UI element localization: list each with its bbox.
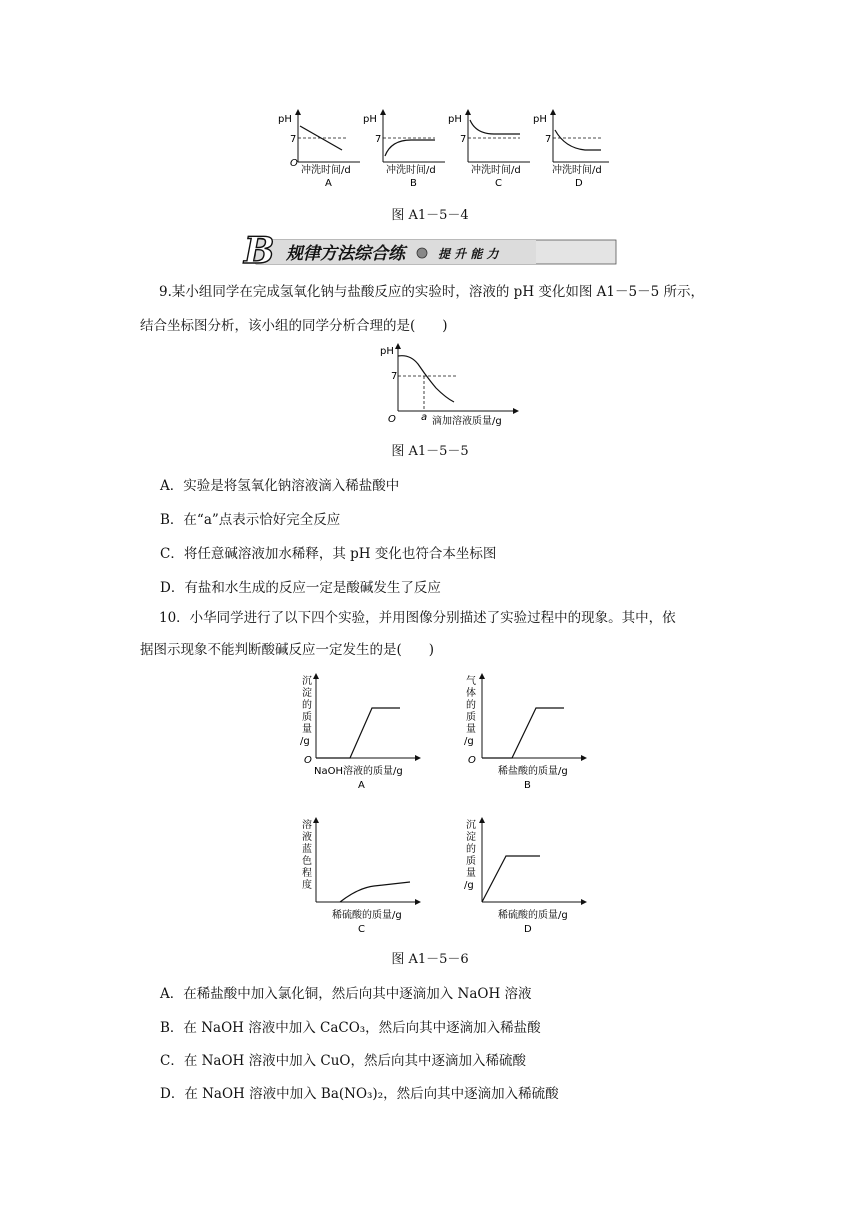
question-10-option-c[interactable]: C．在 NaOH 溶液中加入 CuO，然后向其中逐滴加入稀硫酸 [160, 1053, 526, 1069]
y-axis-label: pH [380, 346, 394, 357]
y-axis-char: 气 [466, 676, 476, 687]
panel-letter: D [575, 178, 583, 189]
tick-7-label: 7 [375, 134, 382, 145]
curve [482, 856, 540, 902]
origin-label: O [290, 158, 298, 169]
graph-a1-5-6-b [464, 675, 584, 791]
tick-7-label: 7 [290, 134, 297, 145]
question-10-option-d[interactable]: D．在 NaOH 溶液中加入 Ba(NO₃)₂，然后向其中逐滴加入稀硫酸 [160, 1086, 559, 1102]
banner-dot-icon [417, 248, 427, 258]
x-axis-label: 稀盐酸的质量/g [498, 766, 568, 777]
y-axis-char: 的 [466, 700, 476, 711]
origin-label: O [388, 414, 396, 425]
y-axis-char: 色 [302, 856, 312, 867]
origin-label: O [468, 755, 476, 766]
question-9-line-1: 9.某小组同学在完成氢氧化钠与盐酸反应的实验时，溶液的 pH 变化如图 A1－5－5 所示， [159, 284, 704, 300]
graph-a1-5-6-c [302, 818, 418, 935]
y-axis-char: 量 [302, 724, 312, 735]
figure-caption-a1-5-5: 图 A1－5－5 [391, 444, 469, 459]
x-axis-label: 滴加溶液质量/g [432, 416, 502, 427]
y-axis-char: 蓝 [302, 844, 312, 855]
x-axis-label: NaOH溶液的质量/g [314, 766, 403, 777]
x-axis-label: 冲洗时间/d [386, 165, 436, 176]
figure-caption-a1-5-4: 图 A1－5－4 [391, 208, 469, 223]
question-9-option-d[interactable]: D．有盐和水生成的反应一定是酸碱发生了反应 [160, 580, 441, 596]
y-axis-char: 量 [466, 724, 476, 735]
curve [555, 130, 601, 150]
panel-letter: A [325, 178, 332, 189]
y-axis-char: 度 [302, 880, 312, 891]
figure-caption-a1-5-6: 图 A1－5－6 [391, 952, 469, 967]
y-axis-char: 程 [302, 868, 312, 879]
y-axis-char: 溶 [302, 820, 312, 831]
panel-letter: C [495, 178, 502, 189]
y-axis-char: 淀 [302, 688, 312, 699]
question-9-option-b[interactable]: B．在“a”点表示恰好完全反应 [160, 512, 341, 528]
x-axis-label: 冲洗时间/d [552, 165, 602, 176]
y-axis-char: /g [464, 736, 474, 747]
origin-label: O [304, 755, 312, 766]
y-axis-label: pH [363, 114, 377, 125]
banner-letter: B [244, 230, 275, 268]
question-9-text [140, 276, 740, 308]
question-10-option-a[interactable]: A．在稀盐酸中加入氯化铜，然后向其中逐滴加入 NaOH 溶液 [160, 986, 532, 1002]
curve [470, 120, 520, 134]
y-axis-char: 淀 [466, 832, 476, 843]
y-axis-char: 液 [302, 832, 312, 843]
question-9-option-a[interactable]: A．实验是将氢氧化钠溶液滴入稀盐酸中 [160, 478, 400, 494]
graph-a1-5-6-d [464, 819, 584, 935]
curve [316, 708, 400, 758]
y-axis-char: 沉 [466, 820, 476, 831]
graph-a1-5-4-c [448, 112, 530, 189]
y-axis-label: pH [278, 114, 292, 125]
y-axis-char: 质 [466, 712, 476, 723]
graph-a1-5-6-a [300, 675, 418, 791]
curve [482, 708, 564, 758]
ph-curve [398, 356, 454, 402]
question-10-line-1: 10．小华同学进行了以下四个实验，并用图像分别描述了实验过程中的现象。其中，依 [159, 610, 676, 626]
question-10-line-2: 据图示现象不能判断酸碱反应一定发生的是( ) [140, 642, 435, 658]
graph-a1-5-4-a [278, 112, 360, 189]
x-axis-label: 冲洗时间/d [301, 165, 351, 176]
curve [340, 882, 410, 902]
y-axis-label: pH [533, 114, 547, 125]
figure-a1-5-6 [296, 670, 596, 940]
figure-a1-5-5 [370, 338, 520, 433]
tick-7-label: 7 [460, 134, 467, 145]
figure-a1-5-4 [270, 100, 610, 195]
y-axis-char: 质 [466, 856, 476, 867]
x-axis-label: 稀硫酸的质量/g [498, 910, 568, 921]
y-axis-label: pH [448, 114, 462, 125]
graph-a1-5-4-b [363, 112, 445, 189]
panel-letter: B [524, 780, 531, 791]
question-9-line-2: 结合坐标图分析，该小组的同学分析合理的是( ) [140, 318, 448, 334]
tick-7-label: 7 [391, 371, 398, 382]
tick-7-label: 7 [545, 134, 552, 145]
x-axis-label: 冲洗时间/d [471, 165, 521, 176]
panel-letter: A [358, 780, 365, 791]
y-axis-char: 的 [466, 844, 476, 855]
banner-subtitle: 提 升 能 力 [438, 247, 499, 261]
banner-title: 规律方法综合练 [286, 244, 405, 264]
curve [385, 140, 435, 156]
graph-a1-5-4-d [533, 112, 609, 189]
panel-letter: B [410, 178, 417, 189]
y-axis-char: 沉 [302, 676, 312, 687]
y-axis-char: 的 [302, 700, 312, 711]
point-a-label: a [421, 412, 428, 423]
y-axis-char: 体 [466, 688, 476, 699]
question-9-option-c[interactable]: C．将任意碱溶液加水稀释，其 pH 变化也符合本坐标图 [160, 546, 497, 562]
panel-letter: C [358, 924, 365, 935]
y-axis-char: /g [464, 880, 474, 891]
section-banner [242, 230, 618, 268]
x-axis-label: 稀硫酸的质量/g [332, 910, 402, 921]
y-axis-char: 量 [466, 868, 476, 879]
question-10-option-b[interactable]: B．在 NaOH 溶液中加入 CaCO₃，然后向其中逐滴加入稀盐酸 [160, 1020, 541, 1036]
y-axis-char: 质 [302, 712, 312, 723]
y-axis-char: /g [300, 736, 310, 747]
panel-letter: D [524, 924, 532, 935]
